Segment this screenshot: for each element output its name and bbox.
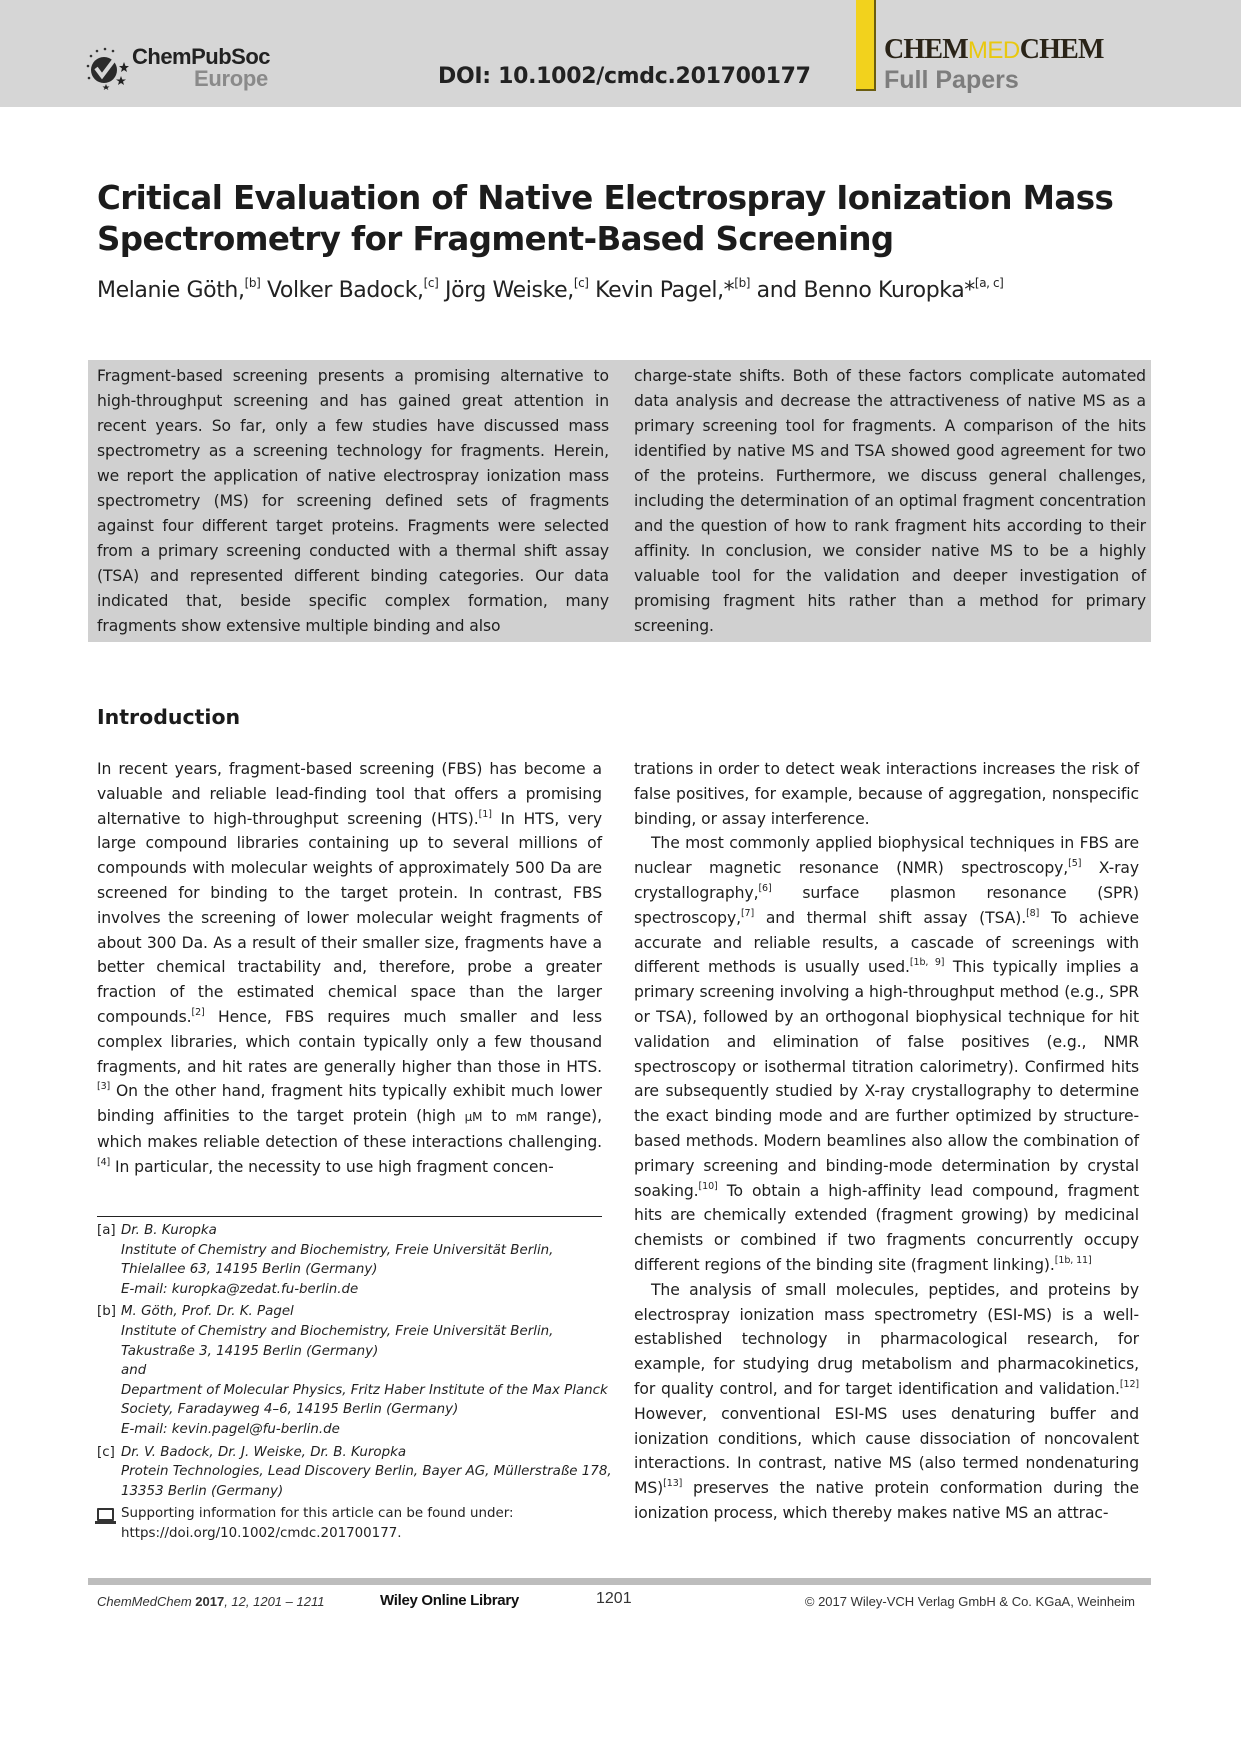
wiley-online-library-link[interactable]: Wiley Online Library bbox=[380, 1592, 519, 1609]
author-name[interactable]: and Benno Kuropka* bbox=[756, 278, 975, 303]
copyright-notice: © 2017 Wiley-VCH Verlag GmbH & Co. KGaA, Weinheim bbox=[804, 1594, 1135, 1609]
footnote-c bbox=[97, 1443, 617, 1502]
author-name[interactable]: Volker Badock, bbox=[266, 278, 424, 303]
author-affiliation: [a, c] bbox=[974, 276, 1004, 290]
text-run: range), which makes reliable detection of these interactions challenging. bbox=[97, 1107, 602, 1151]
text-run: To obtain a high-affinity lead compound, fragment hits are chemically extended (fragment growing) by medicinal chemists or combined if two fragments concurrently occupy different regions of the binding site (fragment linking). bbox=[634, 1181, 1139, 1274]
text-run: This typically implies a primary screening involving a high-throughput method (e.g., SPR or TSA), followed by an orthogonal biophysical technique for hit validation and elimination of false positives (e.g., NMR spectroscopy or isothermal titration calorimetry). Confirmed hits are subsequently studied by X-ray crystallography to determine the exact binding mode and are further optimized by structure-based methods. Modern beamlines also allow the combination of primary screening and binding-mode determination by crystal soaking. bbox=[634, 958, 1139, 1200]
footnote-line: and bbox=[121, 1363, 147, 1379]
citation-link[interactable]: [1b, 9] bbox=[909, 957, 945, 969]
unit-micromolar: μM bbox=[464, 1110, 483, 1125]
author-affiliation: [b] bbox=[734, 276, 751, 290]
footer-citation bbox=[97, 1594, 324, 1609]
journal-title-part1: CHEM bbox=[884, 34, 968, 65]
text-run: To achieve accurate and reliable results, a cascade of screenings with different methods is usually used. bbox=[634, 908, 1139, 977]
publisher-logo[interactable] bbox=[86, 44, 286, 94]
text-run: In HTS, very large compound libraries containing up to several millions of compounds with molecular weights of approximately 500 Da are screened for binding to the target protein. In contrast, FBS involves the screening of lower molecular weight fragments of about 300 Da. As a result of their smaller size, fragments have a better chemical tractability and, therefore, probe a greater fraction of the estimated chemical space than the larger compounds. bbox=[97, 809, 602, 1026]
journal-title-part3: CHEM bbox=[1019, 34, 1104, 65]
footnote-label: [c] bbox=[97, 1444, 115, 1460]
author-affiliation: [b] bbox=[244, 276, 261, 290]
text-run: In particular, the necessity to use high fragment concen- bbox=[110, 1157, 554, 1176]
text-run: and thermal shift assay (TSA). bbox=[754, 908, 1027, 927]
footnote-line: Dr. V. Badock, Dr. J. Weiske, Dr. B. Kuropka bbox=[121, 1444, 407, 1460]
citation-link[interactable]: [1] bbox=[478, 808, 492, 820]
author-affiliation: [c] bbox=[573, 276, 589, 290]
footnote-a bbox=[97, 1221, 617, 1299]
footnote-email[interactable]: E-mail: kuropka@zedat.fu-berlin.de bbox=[121, 1281, 359, 1297]
journal-title[interactable] bbox=[884, 34, 1104, 66]
doi-label[interactable]: DOI: 10.1002/cmdc.201700177 bbox=[438, 64, 811, 89]
footnote-divider bbox=[97, 1216, 602, 1217]
footnote-label: [b] bbox=[97, 1304, 116, 1320]
logo-text-chempubsoc: ChemPubSoc bbox=[132, 44, 271, 69]
text-run: surface plasmon resonance (SPR) spectroscopy, bbox=[634, 883, 1139, 927]
paragraph bbox=[634, 831, 1139, 1277]
footnote-b bbox=[97, 1302, 617, 1439]
footer-bar bbox=[88, 1578, 1151, 1585]
text-run: In recent years, fragment-based screening (FBS) has become a valuable and reliable lead-finding tool that offers a promising alternative to high-throughput screening (HTS). bbox=[97, 760, 602, 828]
body-left-column bbox=[97, 757, 602, 1180]
footnote-line: Institute of Chemistry and Biochemistry, Freie Universität Berlin, Thielallee 63, 14195 Berlin (Germany) bbox=[121, 1242, 554, 1278]
text-run: Hence, FBS requires much smaller and less complex libraries, which contain typically only a few thousand fragments, and hit rates are generally higher than those in HTS. bbox=[97, 1007, 602, 1076]
footnote-line: Institute of Chemistry and Biochemistry, Freie Universität Berlin, Takustraße 3, 14195 Berlin (Germany) bbox=[121, 1323, 554, 1359]
citation-link[interactable]: [13] bbox=[663, 1478, 683, 1490]
footer-journal: ChemMedChem bbox=[97, 1594, 192, 1609]
footer-year: 2017 bbox=[195, 1594, 225, 1609]
affiliation-footnotes bbox=[97, 1221, 617, 1544]
article-title: Critical Evaluation of Native Electrospray Ionization Mass Spectrometry for Fragment-Based Screening bbox=[97, 179, 1114, 258]
supporting-info-note bbox=[97, 1504, 617, 1543]
accent-bar bbox=[856, 0, 876, 91]
footnote-line: M. Göth, Prof. Dr. K. Pagel bbox=[121, 1304, 294, 1320]
paragraph bbox=[97, 757, 602, 1180]
section-type: Full Papers bbox=[884, 66, 1019, 94]
text-run: On the other hand, fragment hits typically exhibit much lower binding affinities to the target protein (high bbox=[97, 1082, 602, 1126]
chempubsoc-star-check-icon bbox=[86, 46, 130, 90]
body-right-column bbox=[634, 757, 1139, 1526]
citation-link[interactable]: [1b, 11] bbox=[1054, 1254, 1092, 1266]
unit-millimolar: mM bbox=[515, 1110, 538, 1125]
paragraph bbox=[634, 1278, 1139, 1526]
author-name[interactable]: Jörg Weiske, bbox=[444, 278, 574, 303]
text-run: to bbox=[482, 1107, 516, 1126]
citation-link[interactable]: [7] bbox=[740, 907, 755, 919]
citation-link[interactable]: [8] bbox=[1026, 907, 1040, 919]
text-run: X-ray crystallography, bbox=[634, 859, 1139, 902]
paragraph: trations in order to detect weak interactions increases the risk of false positives, for example, because of aggregation, nonspecific binding, or assay interference. bbox=[634, 760, 1139, 828]
author-name[interactable]: Kevin Pagel,* bbox=[595, 278, 735, 303]
abstract-right-column: charge-state shifts. Both of these factors complicate automated data analysis and decrease the attractiveness of native MS as a primary screening tool for fragments. A comparison of the hits identified by native MS and TSA showed good agreement for two of the proteins. Furthermore, we discuss general challenges, including the determination of an optimal fragment concentration and the question of how to rank fragment hits according to their affinity. In conclusion, we consider native MS to be a highly valuable tool for the validation and deeper investigation of promising fragment hits rather than a method for primary screening. bbox=[634, 367, 1146, 635]
citation-link[interactable]: [4] bbox=[97, 1156, 111, 1168]
footnote-email[interactable]: E-mail: kevin.pagel@fu-berlin.de bbox=[121, 1421, 340, 1437]
citation-link[interactable]: [10] bbox=[698, 1180, 718, 1192]
footnote-line: Department of Molecular Physics, Fritz Haber Institute of the Max Planck Society, Faradayweg 4–6, 14195 Berlin (Germany) bbox=[121, 1382, 608, 1418]
footnote-line: Dr. B. Kuropka bbox=[121, 1223, 217, 1238]
citation-link[interactable]: [6] bbox=[758, 882, 772, 894]
author-name[interactable]: Melanie Göth, bbox=[97, 278, 245, 303]
computer-icon bbox=[97, 1508, 114, 1521]
footer-volume-pages: , 12, 1201 – 1211 bbox=[224, 1594, 325, 1609]
citation-link[interactable]: [5] bbox=[1068, 858, 1082, 870]
footnote-line: Protein Technologies, Lead Discovery Berlin, Bayer AG, Müllerstraße 178, 13353 Berlin (Germany) bbox=[121, 1464, 612, 1499]
logo-text-europe: Europe bbox=[194, 66, 268, 91]
footnote-label: [a] bbox=[97, 1223, 116, 1238]
abstract-left-column: Fragment-based screening presents a promising alternative to high-throughput screening and has gained great attention in recent years. So far, only a few studies have discussed mass spectrometry as a screening technology for fragments. Herein, we report the application of native electrospray ionization mass spectrometry (MS) for screening defined sets of fragments against four different target proteins. Fragments were selected from a primary screening conducted with a thermal shift assay (TSA) and represented different binding categories. Our data indicated that, beside specific complex formation, many fragments show extensive multiple binding and also bbox=[97, 367, 609, 635]
text-run: The analysis of small molecules, peptides, and proteins by electrospray ionization mass spectrometry (ESI-MS) is a well-established technology in pharmacological research, for example, for studying drug metabolism and pharmacokinetics, for quality control, and for target identification and validation. bbox=[634, 1280, 1139, 1398]
page-number: 1201 bbox=[596, 1590, 632, 1607]
text-run: preserves the native protein conformation during the ionization process, which thereby makes native MS an attrac- bbox=[634, 1479, 1139, 1522]
author-affiliation: [c] bbox=[423, 276, 439, 290]
journal-title-part2: MED bbox=[967, 37, 1020, 64]
text-run: The most commonly applied biophysical techniques in FBS are nuclear magnetic resonance (NMR) spectroscopy, bbox=[634, 834, 1139, 878]
text-run: However, conventional ESI-MS uses denaturing buffer and ionization conditions, which cause dissociation of noncovalent interactions. In contrast, native MS (also termed nondenaturing MS) bbox=[634, 1404, 1139, 1498]
citation-link[interactable]: [12] bbox=[1119, 1378, 1139, 1390]
author-list bbox=[97, 276, 1003, 303]
citation-link[interactable]: [3] bbox=[97, 1081, 111, 1093]
citation-link[interactable]: [2] bbox=[191, 1006, 205, 1018]
supporting-info-link[interactable]: Supporting information for this article can be found under: https://doi.org/10.1002/cmdc.201700177. bbox=[121, 1506, 514, 1541]
section-heading-introduction: Introduction bbox=[97, 705, 241, 729]
